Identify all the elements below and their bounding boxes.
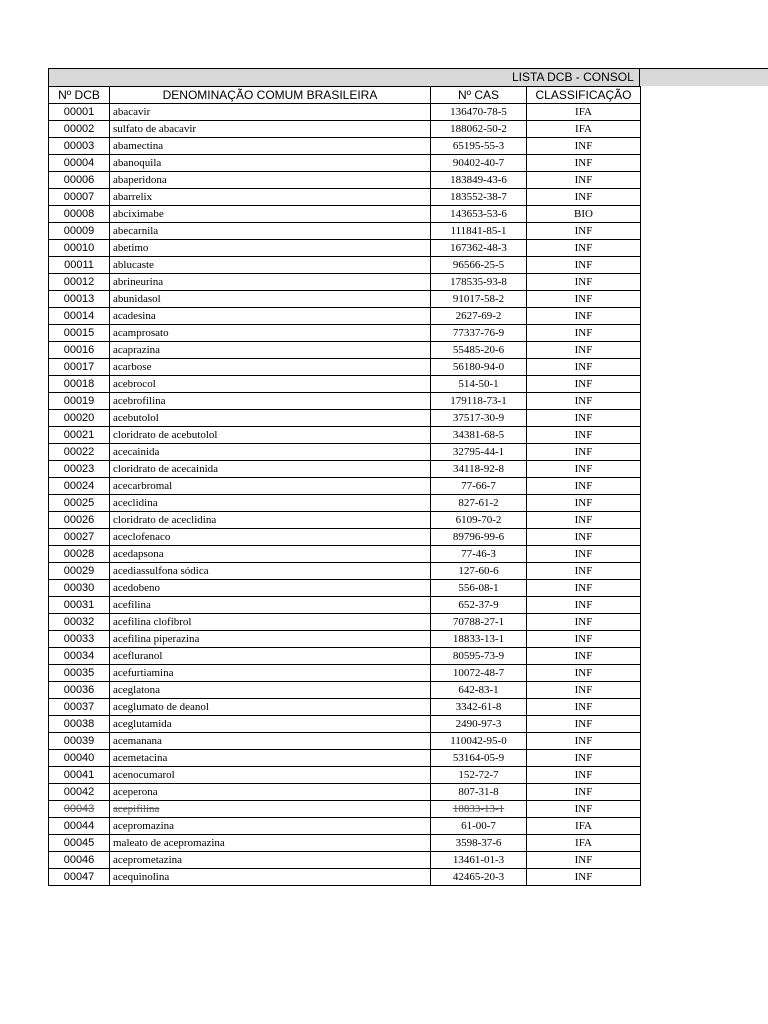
table-row [49,614,641,631]
table-row [49,631,641,648]
cell-dcb-number: 00027 [49,529,110,546]
cell-dcb-number: 00001 [49,104,110,121]
cell-denomination: acefurtiamina [110,665,431,682]
cell-classification: INF [527,138,641,155]
cell-denomination: abunidasol [110,291,431,308]
cell-denomination: acefluranol [110,648,431,665]
table-row [49,648,641,665]
cell-classification: INF [527,342,641,359]
cell-denomination: sulfato de abacavir [110,121,431,138]
cell-classification: INF [527,376,641,393]
cell-classification: INF [527,699,641,716]
cell-classification: INF [527,359,641,376]
dcb-table [48,86,641,886]
cell-denomination: acebrocol [110,376,431,393]
table-row [49,274,641,291]
table-row [49,529,641,546]
table-row [49,818,641,835]
table-row [49,410,641,427]
cell-cas-number: 10072-48-7 [431,665,527,682]
cell-denomination: abetimo [110,240,431,257]
cell-cas-number: 42465-20-3 [431,869,527,886]
cell-cas-number: 32795-44-1 [431,444,527,461]
cell-dcb-number: 00032 [49,614,110,631]
table-row [49,206,641,223]
cell-dcb-number: 00035 [49,665,110,682]
table-row [49,172,641,189]
cell-cas-number: 56180-94-0 [431,359,527,376]
cell-classification: INF [527,784,641,801]
cell-classification: INF [527,631,641,648]
cell-cas-number: 188062-50-2 [431,121,527,138]
cell-denomination: acepifilina [110,801,431,818]
table-row [49,716,641,733]
cell-dcb-number: 00006 [49,172,110,189]
cell-cas-number: 96566-25-5 [431,257,527,274]
table-row [49,767,641,784]
cell-dcb-number: 00019 [49,393,110,410]
table-row [49,427,641,444]
cell-dcb-number: 00046 [49,852,110,869]
cell-dcb-number: 00041 [49,767,110,784]
cell-denomination: aceprometazina [110,852,431,869]
cell-dcb-number: 00008 [49,206,110,223]
table-row [49,257,641,274]
cell-cas-number: 143653-53-6 [431,206,527,223]
cell-denomination: abamectina [110,138,431,155]
cell-denomination: acecainida [110,444,431,461]
cell-dcb-number: 00014 [49,308,110,325]
cell-dcb-number: 00029 [49,563,110,580]
cell-cas-number: 127-60-6 [431,563,527,580]
cell-classification: INF [527,461,641,478]
cell-denomination: acadesina [110,308,431,325]
cell-cas-number: 642-83-1 [431,682,527,699]
cell-denomination: aceglumato de deanol [110,699,431,716]
cell-cas-number: 183849-43-6 [431,172,527,189]
cell-cas-number: 34381-68-5 [431,427,527,444]
cell-classification: INF [527,580,641,597]
cell-cas-number: 3598-37-6 [431,835,527,852]
cell-dcb-number: 00039 [49,733,110,750]
cell-classification: INF [527,648,641,665]
table-row [49,699,641,716]
cell-cas-number: 80595-73-9 [431,648,527,665]
cell-classification: INF [527,478,641,495]
header-denomination: DENOMINAÇÃO COMUM BRASILEIRA [110,87,431,104]
cell-classification: INF [527,529,641,546]
table-row [49,852,641,869]
cell-dcb-number: 00013 [49,291,110,308]
cell-classification: INF [527,495,641,512]
cell-classification: IFA [527,818,641,835]
cell-denomination: aceclofenaco [110,529,431,546]
cell-cas-number: 136470-78-5 [431,104,527,121]
cell-denomination: acedapsona [110,546,431,563]
table-row [49,223,641,240]
cell-cas-number: 807-31-8 [431,784,527,801]
cell-dcb-number: 00025 [49,495,110,512]
cell-denomination: cloridrato de acecainida [110,461,431,478]
cell-classification: INF [527,172,641,189]
table-row [49,308,641,325]
cell-cas-number: 13461-01-3 [431,852,527,869]
cell-cas-number: 53164-05-9 [431,750,527,767]
table-row [49,325,641,342]
table-row [49,869,641,886]
cell-denomination: acamprosato [110,325,431,342]
cell-denomination: aceglutamida [110,716,431,733]
cell-classification: INF [527,155,641,172]
table-row [49,546,641,563]
table-header-row [49,87,641,104]
cell-cas-number: 2627-69-2 [431,308,527,325]
cell-cas-number: 65195-55-3 [431,138,527,155]
cell-cas-number: 77-66-7 [431,478,527,495]
cell-dcb-number: 00037 [49,699,110,716]
cell-cas-number: 37517-30-9 [431,410,527,427]
cell-cas-number: 70788-27-1 [431,614,527,631]
cell-dcb-number: 00011 [49,257,110,274]
table-row [49,444,641,461]
table-row [49,733,641,750]
cell-denomination: acefilina [110,597,431,614]
table-row [49,682,641,699]
cell-dcb-number: 00033 [49,631,110,648]
cell-denomination: abecarnila [110,223,431,240]
cell-denomination: maleato de acepromazina [110,835,431,852]
cell-cas-number: 827-61-2 [431,495,527,512]
cell-cas-number: 18833-13-1 [431,631,527,648]
cell-dcb-number: 00004 [49,155,110,172]
cell-denomination: acemanana [110,733,431,750]
cell-dcb-number: 00044 [49,818,110,835]
cell-dcb-number: 00034 [49,648,110,665]
cell-classification: INF [527,291,641,308]
cell-classification: INF [527,767,641,784]
table-row [49,801,641,818]
header-cas-number: Nº CAS [431,87,527,104]
cell-cas-number: 514-50-1 [431,376,527,393]
table-row [49,597,641,614]
cell-dcb-number: 00040 [49,750,110,767]
cell-cas-number: 77-46-3 [431,546,527,563]
cell-cas-number: 556-08-1 [431,580,527,597]
cell-dcb-number: 00042 [49,784,110,801]
cell-classification: INF [527,223,641,240]
header-dcb-number: Nº DCB [49,87,110,104]
cell-classification: INF [527,852,641,869]
cell-cas-number: 652-37-9 [431,597,527,614]
title-left-border [48,68,49,86]
cell-dcb-number: 00003 [49,138,110,155]
cell-dcb-number: 00031 [49,597,110,614]
cell-denomination: acarbose [110,359,431,376]
cell-denomination: acefilina piperazina [110,631,431,648]
cell-denomination: acequinolina [110,869,431,886]
table-row [49,240,641,257]
cell-denomination: acedobeno [110,580,431,597]
table-row [49,393,641,410]
cell-classification: INF [527,325,641,342]
table-row [49,138,641,155]
cell-denomination: abrineurina [110,274,431,291]
table-row [49,495,641,512]
cell-dcb-number: 00030 [49,580,110,597]
table-row [49,750,641,767]
cell-denomination: acepromazina [110,818,431,835]
cell-classification: INF [527,427,641,444]
cell-denomination: aceglatona [110,682,431,699]
cell-denomination: acaprazina [110,342,431,359]
cell-cas-number: 18833-13-1 [431,801,527,818]
cell-denomination: abarrelix [110,189,431,206]
cell-dcb-number: 00015 [49,325,110,342]
cell-cas-number: 6109-70-2 [431,512,527,529]
cell-denomination: aceperona [110,784,431,801]
table-row [49,189,641,206]
cell-classification: INF [527,750,641,767]
cell-classification: INF [527,614,641,631]
cell-denomination: acediassulfona sódica [110,563,431,580]
cell-classification: INF [527,546,641,563]
table-row [49,376,641,393]
cell-denomination: cloridrato de aceclidina [110,512,431,529]
cell-cas-number: 91017-58-2 [431,291,527,308]
cell-cas-number: 167362-48-3 [431,240,527,257]
cell-cas-number: 3342-61-8 [431,699,527,716]
cell-cas-number: 89796-99-6 [431,529,527,546]
table-row [49,121,641,138]
cell-cas-number: 178535-93-8 [431,274,527,291]
cell-denomination: cloridrato de acebutolol [110,427,431,444]
cell-denomination: acenocumarol [110,767,431,784]
cell-dcb-number: 00010 [49,240,110,257]
cell-cas-number: 183552-38-7 [431,189,527,206]
cell-denomination: abaperidona [110,172,431,189]
cell-denomination: acebrofilina [110,393,431,410]
cell-dcb-number: 00016 [49,342,110,359]
cell-dcb-number: 00047 [49,869,110,886]
cell-dcb-number: 00012 [49,274,110,291]
cell-dcb-number: 00028 [49,546,110,563]
cell-dcb-number: 00038 [49,716,110,733]
table-row [49,155,641,172]
table-row [49,461,641,478]
table-row [49,104,641,121]
cell-denomination: abacavir [110,104,431,121]
cell-classification: INF [527,410,641,427]
cell-denomination: abciximabe [110,206,431,223]
cell-classification: INF [527,733,641,750]
cell-dcb-number: 00007 [49,189,110,206]
table-row [49,784,641,801]
table-row [49,291,641,308]
cell-cas-number: 111841-85-1 [431,223,527,240]
cell-classification: INF [527,444,641,461]
cell-classification: INF [527,274,641,291]
cell-dcb-number: 00024 [49,478,110,495]
cell-classification: INF [527,665,641,682]
title-right-border [639,68,640,86]
table-body [49,104,641,886]
header-classification: CLASSIFICAÇÃO [527,87,641,104]
cell-denomination: abanoquila [110,155,431,172]
cell-classification: INF [527,240,641,257]
cell-classification: INF [527,869,641,886]
table-row [49,563,641,580]
cell-cas-number: 34118-92-8 [431,461,527,478]
cell-dcb-number: 00002 [49,121,110,138]
table-row [49,512,641,529]
cell-dcb-number: 00036 [49,682,110,699]
cell-denomination: acefilina clofibrol [110,614,431,631]
cell-cas-number: 90402-40-7 [431,155,527,172]
cell-denomination: aceclidina [110,495,431,512]
cell-cas-number: 61-00-7 [431,818,527,835]
table-row [49,478,641,495]
cell-classification: IFA [527,104,641,121]
cell-dcb-number: 00026 [49,512,110,529]
cell-classification: INF [527,512,641,529]
cell-dcb-number: 00043 [49,801,110,818]
cell-cas-number: 55485-20-6 [431,342,527,359]
cell-classification: INF [527,597,641,614]
cell-classification: INF [527,563,641,580]
cell-classification: IFA [527,121,641,138]
title-band [48,68,768,86]
cell-classification: INF [527,257,641,274]
table-row [49,665,641,682]
cell-cas-number: 152-72-7 [431,767,527,784]
cell-cas-number: 110042-95-0 [431,733,527,750]
list-title: LISTA DCB - CONSOL [512,70,634,84]
cell-classification: INF [527,308,641,325]
cell-cas-number: 179118-73-1 [431,393,527,410]
table-row [49,342,641,359]
cell-dcb-number: 00022 [49,444,110,461]
cell-classification: INF [527,801,641,818]
table-row [49,359,641,376]
cell-dcb-number: 00009 [49,223,110,240]
cell-classification: INF [527,393,641,410]
cell-dcb-number: 00018 [49,376,110,393]
cell-denomination: acemetacina [110,750,431,767]
cell-dcb-number: 00023 [49,461,110,478]
cell-cas-number: 2490-97-3 [431,716,527,733]
cell-classification: IFA [527,835,641,852]
table-row [49,835,641,852]
cell-dcb-number: 00017 [49,359,110,376]
cell-dcb-number: 00045 [49,835,110,852]
cell-dcb-number: 00020 [49,410,110,427]
cell-denomination: acebutolol [110,410,431,427]
cell-classification: INF [527,189,641,206]
table-row [49,580,641,597]
cell-classification: INF [527,716,641,733]
cell-denomination: ablucaste [110,257,431,274]
cell-classification: INF [527,682,641,699]
cell-cas-number: 77337-76-9 [431,325,527,342]
cell-dcb-number: 00021 [49,427,110,444]
cell-classification: BIO [527,206,641,223]
cell-denomination: acecarbromal [110,478,431,495]
